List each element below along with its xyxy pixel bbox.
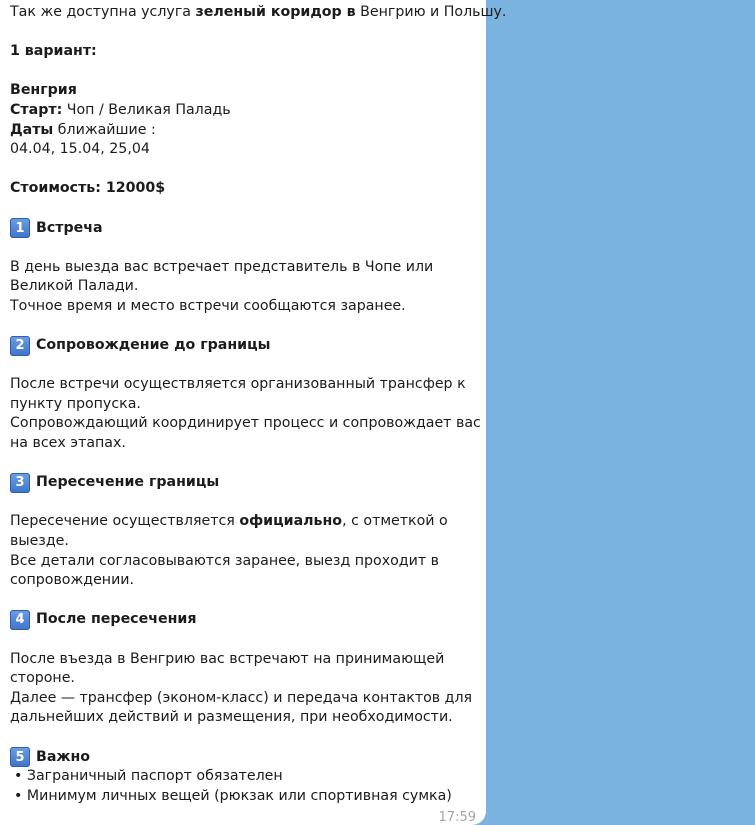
country-heading: Венгрия xyxy=(10,82,77,99)
step-3-text-pre: Пересечение осуществляется xyxy=(10,513,240,530)
step-1-text: В день выезда вас встречает представитель в Чопе или xyxy=(10,258,434,275)
dates-suffix: ближайшие : xyxy=(53,121,156,138)
start-value: Чоп / Великая Паладь xyxy=(62,101,231,118)
step-2-text: пункту пропуска. xyxy=(10,395,141,412)
step-1-text: Великой Палади. xyxy=(10,278,139,295)
message-timestamp: 17:59 xyxy=(438,810,476,825)
keycap-2-icon: 2 xyxy=(10,336,30,356)
step-3-text: сопровождении. xyxy=(10,572,135,589)
variant-heading: 1 вариант: xyxy=(10,43,97,60)
keycap-1-icon: 1 xyxy=(10,218,30,238)
step-3-text xyxy=(10,512,476,532)
step-5-title: Важно xyxy=(36,748,91,765)
step-4-text: После въезда в Венгрию вас встречают на принимающей xyxy=(10,650,445,667)
dates-line xyxy=(10,121,476,141)
cost-line: Стоимость: 12000$ xyxy=(10,180,166,197)
step-2-text: Сопровождающий координирует процесс и сопровождает вас xyxy=(10,415,481,432)
step-1-title: Встреча xyxy=(36,219,103,236)
step-3-text-bold: официально xyxy=(239,513,343,530)
keycap-4-icon: 4 xyxy=(10,610,30,630)
intro-text: Так же доступна услуга xyxy=(10,4,196,20)
list-item: • Минимум личных вещей (рюкзак или спортивная сумка) xyxy=(14,787,452,804)
step-5-heading xyxy=(10,748,476,768)
intro-bold-text: зеленый коридор в xyxy=(195,4,356,20)
keycap-3-icon: 3 xyxy=(10,473,30,493)
step-3-heading xyxy=(10,473,476,493)
start-label: Старт: xyxy=(10,101,63,118)
dates-label: Даты xyxy=(10,121,54,138)
step-2-text: на всех этапах. xyxy=(10,435,126,452)
step-3-text-post: , с отметкой о xyxy=(342,513,448,530)
step-3-text: Все детали согласовываются заранее, выезд проходит в xyxy=(10,552,439,569)
step-2-title: Сопровождение до границы xyxy=(36,337,271,354)
step-3-title: Пересечение границы xyxy=(36,474,220,491)
step-3-text: выезде. xyxy=(10,533,69,550)
step-4-text: Далее — трансфер (эконом-класс) и передача контактов для xyxy=(10,689,473,706)
step-4-heading xyxy=(10,610,476,630)
keycap-5-icon: 5 xyxy=(10,747,30,767)
step-4-text: дальнейших действий и размещения, при необходимости. xyxy=(10,709,453,726)
step-1-text: Точное время и место встречи сообщаются заранее. xyxy=(10,297,406,314)
dates-value: 04.04, 15.04, 25,04 xyxy=(10,141,150,158)
intro-text-end: Венгрию и Польшу. xyxy=(355,4,507,20)
step-2-text: После встречи осуществляется организованный трансфер к xyxy=(10,376,466,393)
start-line xyxy=(10,101,476,121)
list-item: • Заграничный паспорт обязателен xyxy=(14,768,283,785)
step-4-text: стороне. xyxy=(10,670,75,687)
step-1-heading xyxy=(10,219,476,239)
step-2-heading xyxy=(10,336,476,356)
step-4-title: После пересечения xyxy=(36,611,197,628)
intro-line xyxy=(10,3,507,23)
